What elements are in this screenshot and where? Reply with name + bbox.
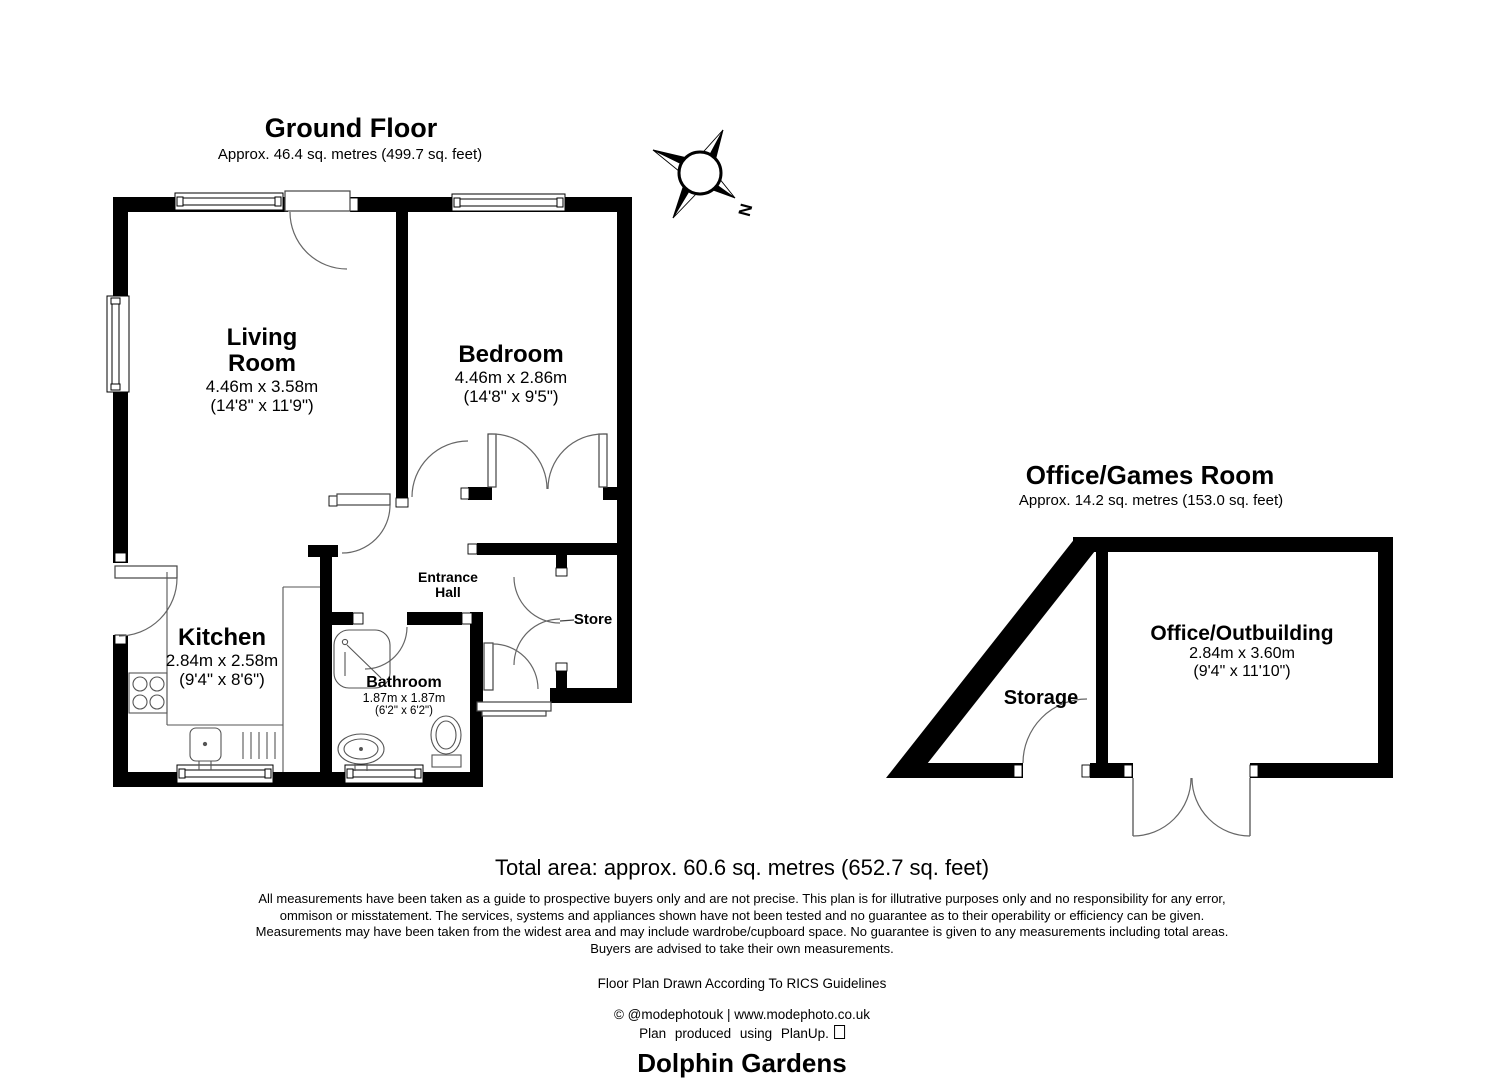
entrance-hall-label <box>418 570 478 600</box>
rics-guidelines-text: Floor Plan Drawn According To RICS Guidelines <box>597 976 887 991</box>
office-outbuilding-dim-metric: 2.84m x 3.60m <box>1189 645 1295 662</box>
kitchen-dim-metric: 2.84m x 2.58m <box>165 651 279 670</box>
compass-north-label: N <box>734 201 756 219</box>
office-games-area: Approx. 14.2 sq. metres (153.0 sq. feet) <box>1018 492 1284 509</box>
office-outbuilding-label <box>1150 622 1333 681</box>
sink-icon <box>190 728 221 770</box>
hob-icon <box>129 673 167 713</box>
plan-produced-text: Plan produced using PlanUp. <box>639 1026 829 1041</box>
ground-floor-area: Approx. 46.4 sq. metres (499.7 sq. feet) <box>217 146 483 163</box>
total-area-text: Total area: approx. 60.6 sq. metres (652.7 sq. feet) <box>494 855 990 880</box>
office-doors <box>1023 699 1250 836</box>
office-outbuilding-dim-imperial: (9'4" x 11'10") <box>1193 663 1291 680</box>
storage-label: Storage <box>1003 687 1079 709</box>
living-room-dim-metric: 4.46m x 3.58m <box>205 377 319 396</box>
plan-produced-line <box>639 1025 845 1041</box>
bedroom-label <box>455 342 567 406</box>
living-room-name-1: Living <box>226 324 298 351</box>
entrance-hall-name-1: Entrance <box>418 569 478 585</box>
entrance-hall-name-2: Hall <box>435 584 461 600</box>
property-name: Dolphin Gardens <box>637 1048 847 1078</box>
office-games-title: Office/Games Room <box>1025 460 1275 490</box>
bedroom-dim-imperial: (14'8" x 9'5") <box>463 387 559 406</box>
bathroom-dim-imperial: (6'2" x 6'2") <box>375 705 433 717</box>
bedroom-name: Bedroom <box>458 341 564 368</box>
kitchen-name: Kitchen <box>177 624 267 651</box>
office-outbuilding-name: Office/Outbuilding <box>1150 622 1334 645</box>
missing-glyph-box <box>834 1025 845 1039</box>
bathroom-dim-metric: 1.87m x 1.87m <box>362 691 446 705</box>
living-room-dim-imperial: (14'8" x 11'9") <box>210 396 314 415</box>
window-icons <box>107 193 568 783</box>
disclaimer-text: All measurements have been taken as a guide to prospective buyers only and are not precise. This plan is for illutrative purposes only and no responsibility for any error, ommison or misstatement. The services, systems and appliances shown have not been tested and no guarantee as to their operability or efficiency can be given. Measurements may have been taken from the widest area and may include wardrobe/cupboard space. No guarantee is given to any measurements including total areas. Buyers are advised to take their own measurements. <box>255 891 1229 956</box>
bedroom-dim-metric: 4.46m x 2.86m <box>454 368 568 387</box>
credit-text: © @modephotouk | www.modephoto.co.uk <box>613 1007 871 1022</box>
toilet-icon <box>431 716 461 767</box>
ground-floor-title: Ground Floor <box>264 113 438 143</box>
store-label: Store <box>573 611 613 628</box>
living-room-label <box>206 325 318 415</box>
diagonal-wall <box>886 537 1106 778</box>
bathroom-name: Bathroom <box>366 674 442 691</box>
living-room-name-2: Room <box>227 350 296 377</box>
bathroom-label <box>363 674 446 718</box>
drainer-icon <box>243 732 275 759</box>
kitchen-dim-imperial: (9'4" x 8'6") <box>179 670 265 689</box>
office-jambs <box>1014 765 1258 777</box>
compass-icon <box>653 130 756 218</box>
kitchen-label <box>166 625 278 689</box>
